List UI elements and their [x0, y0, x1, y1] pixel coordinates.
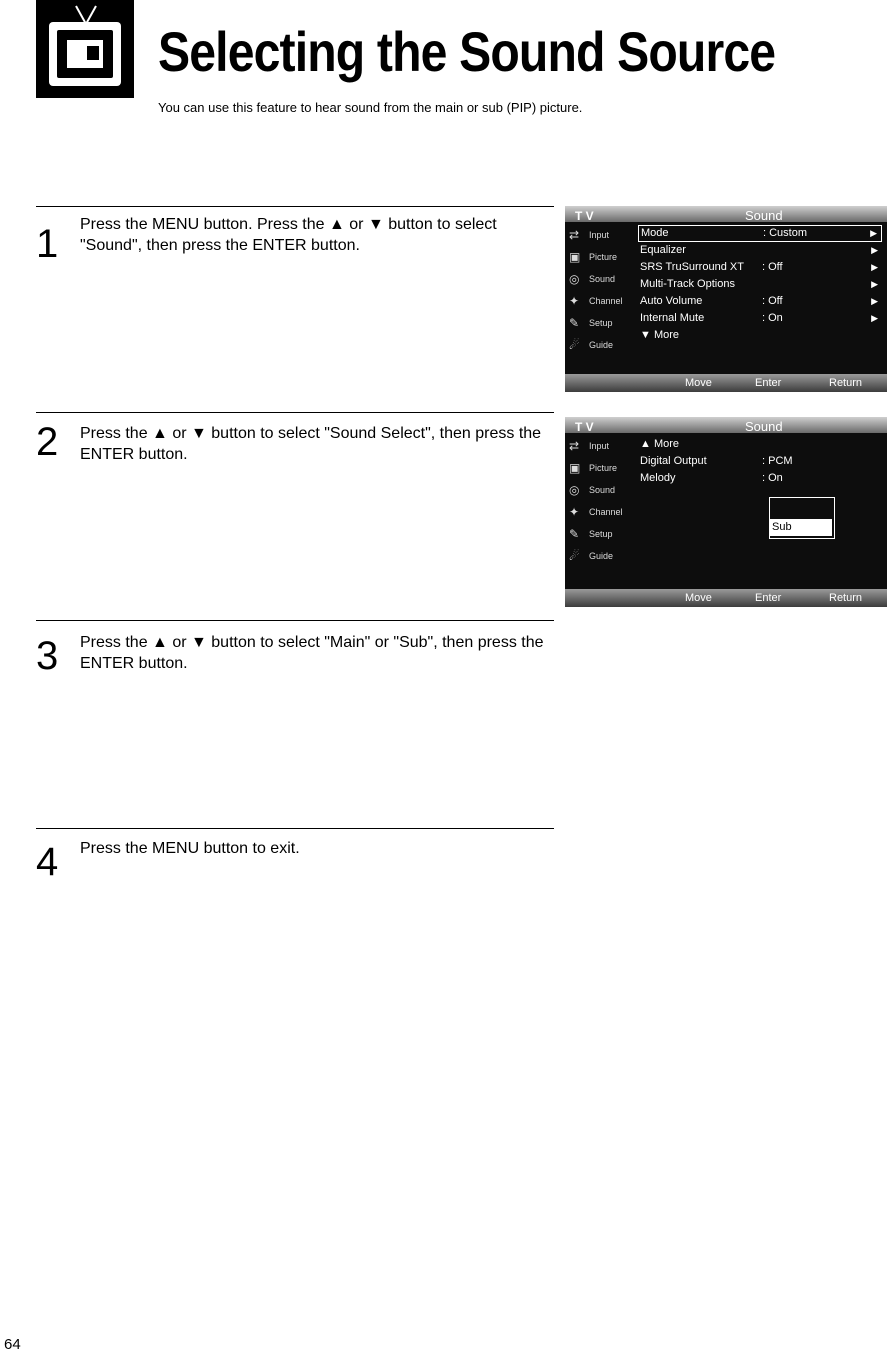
step-text: Press the ▲ or ▼ button to select "Sound Select", then press the ENTER button.: [80, 425, 542, 463]
osd-menu-list: [638, 225, 882, 344]
antenna-icon: [72, 4, 100, 24]
step-number: 3: [36, 634, 59, 678]
osd-menu-list: [638, 436, 882, 487]
osd-footer-return: Return: [829, 377, 863, 389]
step-text: Press the ▲ or ▼ button to select "Main" or "Sub", then press the ENTER button.: [80, 634, 544, 672]
sound-icon: ◎: [569, 483, 580, 497]
osd-source-label: T V: [575, 209, 594, 223]
osd-menu-item-digital-output[interactable]: Digital Output : PCM: [640, 455, 793, 467]
osd-footer-move: Move: [685, 592, 712, 604]
step-divider: [36, 412, 554, 413]
osd-footer-enter: Enter: [755, 377, 782, 389]
popup-option-empty[interactable]: [770, 499, 832, 516]
picture-icon: ▣: [569, 250, 581, 264]
osd-menu-item-multitrack[interactable]: Multi-Track Options ▶: [640, 278, 878, 290]
osd-header-bar: [565, 206, 887, 222]
osd-footer-return: Return: [829, 592, 863, 604]
channel-icon: ✦: [569, 294, 580, 308]
osd-menu-item-equalizer[interactable]: Equalizer ▶: [640, 244, 878, 256]
osd-menu-item-internal-mute[interactable]: Internal Mute : On ▶: [640, 312, 878, 324]
osd-sidebar-item-picture[interactable]: ▣ Picture: [569, 461, 618, 475]
osd-sidebar: [565, 224, 635, 356]
page-number: 64: [4, 1336, 21, 1353]
osd-footer-bar: [565, 589, 887, 607]
osd-sidebar: [565, 435, 635, 567]
setup-icon: ✎: [569, 316, 580, 330]
guide-icon: ☄: [569, 338, 580, 352]
popup-option-sub[interactable]: Sub: [770, 519, 832, 536]
osd-footer-move: Move: [685, 377, 712, 389]
osd-sidebar-item-setup[interactable]: ✎ Setup: [569, 527, 613, 541]
osd-sidebar-item-guide[interactable]: ☄ Guide: [569, 338, 614, 352]
osd-source-label: T V: [575, 420, 594, 434]
osd-menu-item-mode[interactable]: Mode : Custom ▶: [638, 225, 882, 242]
osd-header-bar: [565, 417, 887, 433]
input-icon: ⇄: [569, 439, 580, 453]
tv-logo-icon: [36, 0, 134, 98]
osd-menu-title: Sound: [745, 419, 783, 434]
osd-sidebar-item-channel[interactable]: ✦ Channel: [569, 294, 623, 308]
step-number: 4: [36, 840, 59, 884]
page-title: Selecting the Sound Source: [158, 20, 776, 83]
channel-icon: ✦: [569, 505, 580, 519]
step-number: 1: [36, 222, 59, 266]
osd-menu-item-auto-volume[interactable]: Auto Volume : Off ▶: [640, 295, 878, 307]
input-icon: ⇄: [569, 228, 580, 242]
osd-footer-enter: Enter: [755, 592, 782, 604]
step-divider: [36, 206, 554, 207]
picture-icon: ▣: [569, 461, 581, 475]
osd-sidebar-item-input[interactable]: ⇄ Input: [569, 439, 610, 453]
osd-menu-item-melody[interactable]: Melody : On: [640, 472, 783, 484]
osd-menu-item-more[interactable]: ▲ More: [640, 438, 680, 450]
osd-sidebar-item-picture[interactable]: ▣ Picture: [569, 250, 618, 264]
osd-footer-bar: [565, 374, 887, 392]
osd-sidebar-item-input[interactable]: ⇄ Input: [569, 228, 610, 242]
osd-menu-item-srs[interactable]: SRS TruSurround XT : Off ▶: [640, 261, 878, 273]
osd-sound-select-menu: [565, 417, 887, 607]
osd-menu-title: Sound: [745, 208, 783, 223]
page-subtitle: You can use this feature to hear sound from the main or sub (PIP) picture.: [158, 100, 583, 115]
sound-select-popup: [769, 497, 835, 539]
guide-icon: ☄: [569, 549, 580, 563]
osd-sidebar-item-channel[interactable]: ✦ Channel: [569, 505, 623, 519]
osd-sidebar-item-setup[interactable]: ✎ Setup: [569, 316, 613, 330]
step-divider: [36, 828, 554, 829]
osd-sound-menu: [565, 206, 887, 392]
osd-menu-item-more[interactable]: ▼ More: [640, 329, 680, 341]
osd-sidebar-item-guide[interactable]: ☄ Guide: [569, 549, 614, 563]
step-number: 2: [36, 420, 59, 464]
step-divider: [36, 620, 554, 621]
setup-icon: ✎: [569, 527, 580, 541]
sound-icon: ◎: [569, 272, 580, 286]
osd-sidebar-item-sound[interactable]: ◎ Sound: [569, 483, 616, 497]
osd-sidebar-item-sound[interactable]: ◎ Sound: [569, 272, 616, 286]
step-text: Press the MENU button. Press the ▲ or ▼ button to select "Sound", then press the ENTER button.: [80, 216, 497, 254]
step-text: Press the MENU button to exit.: [80, 840, 300, 857]
